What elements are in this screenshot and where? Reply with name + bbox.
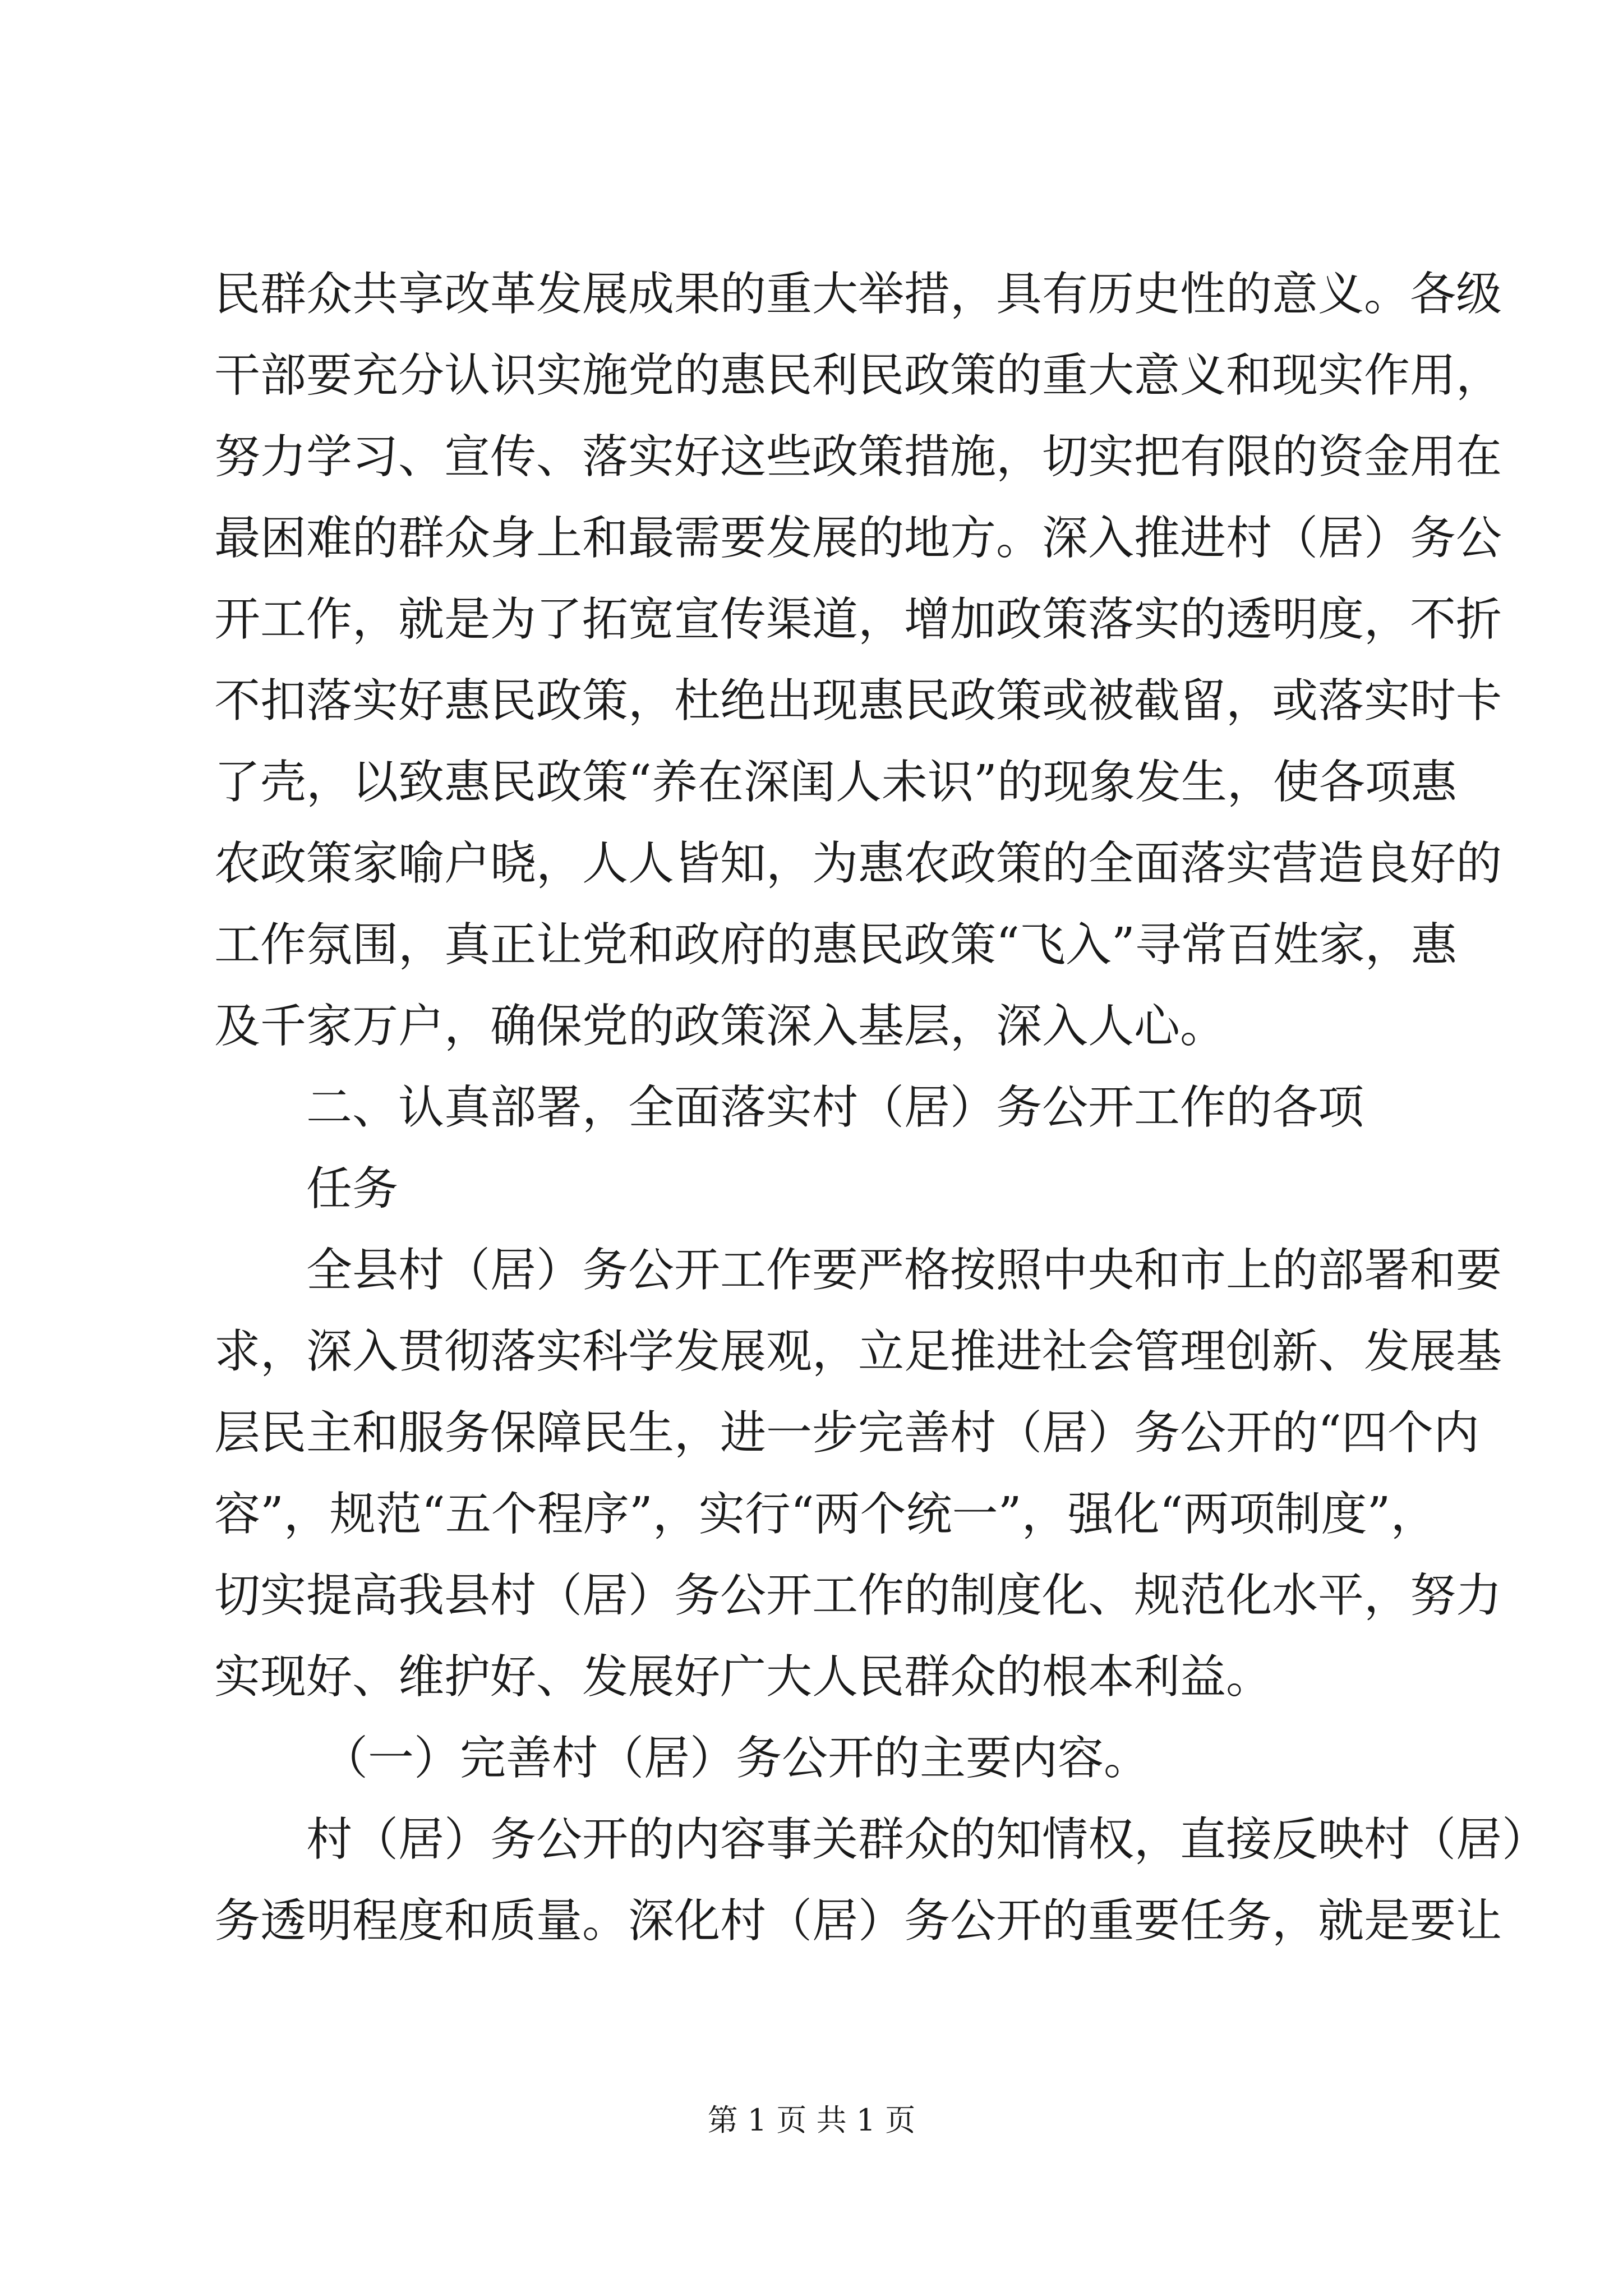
body-line: 了壳，以致惠民政策“养在深闺人未识”的现象发生，使各项惠 xyxy=(214,756,1457,809)
body-line: 求，深入贯彻落实科学发展观，立足推进社会管理创新、发展基 xyxy=(214,1325,1502,1378)
body-line: 及千家万户，确保党的政策深入基层，深入人心。 xyxy=(214,1000,1227,1053)
body-line: 不扣落实好惠民政策，杜绝出现惠民政策或被截留，或落实时卡 xyxy=(214,674,1502,728)
body-line: 工作氛围，真正让党和政府的惠民政策“飞入”寻常百姓家，惠 xyxy=(214,918,1457,972)
body-line: 切实提高我县村（居）务公开工作的制度化、规范化水平，努力 xyxy=(214,1569,1502,1622)
section-heading: 任务 xyxy=(306,1162,399,1216)
body-line: 民群众共享改革发展成果的重大举措，具有历史性的意义。各级 xyxy=(214,268,1502,321)
body-line: 容”，规范“五个程序”，实行“两个统一”，强化“两项制度”， xyxy=(214,1488,1437,1541)
body-line: 干部要充分认识实施党的惠民利民政策的重大意义和现实作用， xyxy=(214,349,1502,402)
body-line: 实现好、维护好、发展好广大人民群众的根本利益。 xyxy=(214,1650,1272,1704)
body-line: 农政策家喻户晓，人人皆知，为惠农政策的全面落实营造良好的 xyxy=(214,837,1502,890)
body-line: 开工作，就是为了拓宽宣传渠道，增加政策落实的透明度，不折 xyxy=(214,593,1502,646)
body-line: 最困难的群众身上和最需要发展的地方。深入推进村（居）务公 xyxy=(214,512,1502,565)
section-heading: 二、认真部署，全面落实村（居）务公开工作的各项 xyxy=(306,1081,1364,1134)
body-line: 层民主和服务保障民生，进一步完善村（居）务公开的“四个内 xyxy=(214,1406,1479,1460)
body-line: 努力学习、宣传、落实好这些政策措施，切实把有限的资金用在 xyxy=(214,430,1502,484)
body-line: 村（居）务公开的内容事关群众的知情权，直接反映村（居） xyxy=(306,1813,1548,1866)
body-line: 务透明程度和质量。深化村（居）务公开的重要任务，就是要让 xyxy=(214,1894,1502,1948)
body-line: 全县村（居）务公开工作要严格按照中央和市上的部署和要 xyxy=(306,1244,1502,1297)
page-number-footer: 第 1 页 共 1 页 xyxy=(707,2102,916,2138)
subsection-heading: （一）完善村（居）务公开的主要内容。 xyxy=(322,1732,1150,1785)
